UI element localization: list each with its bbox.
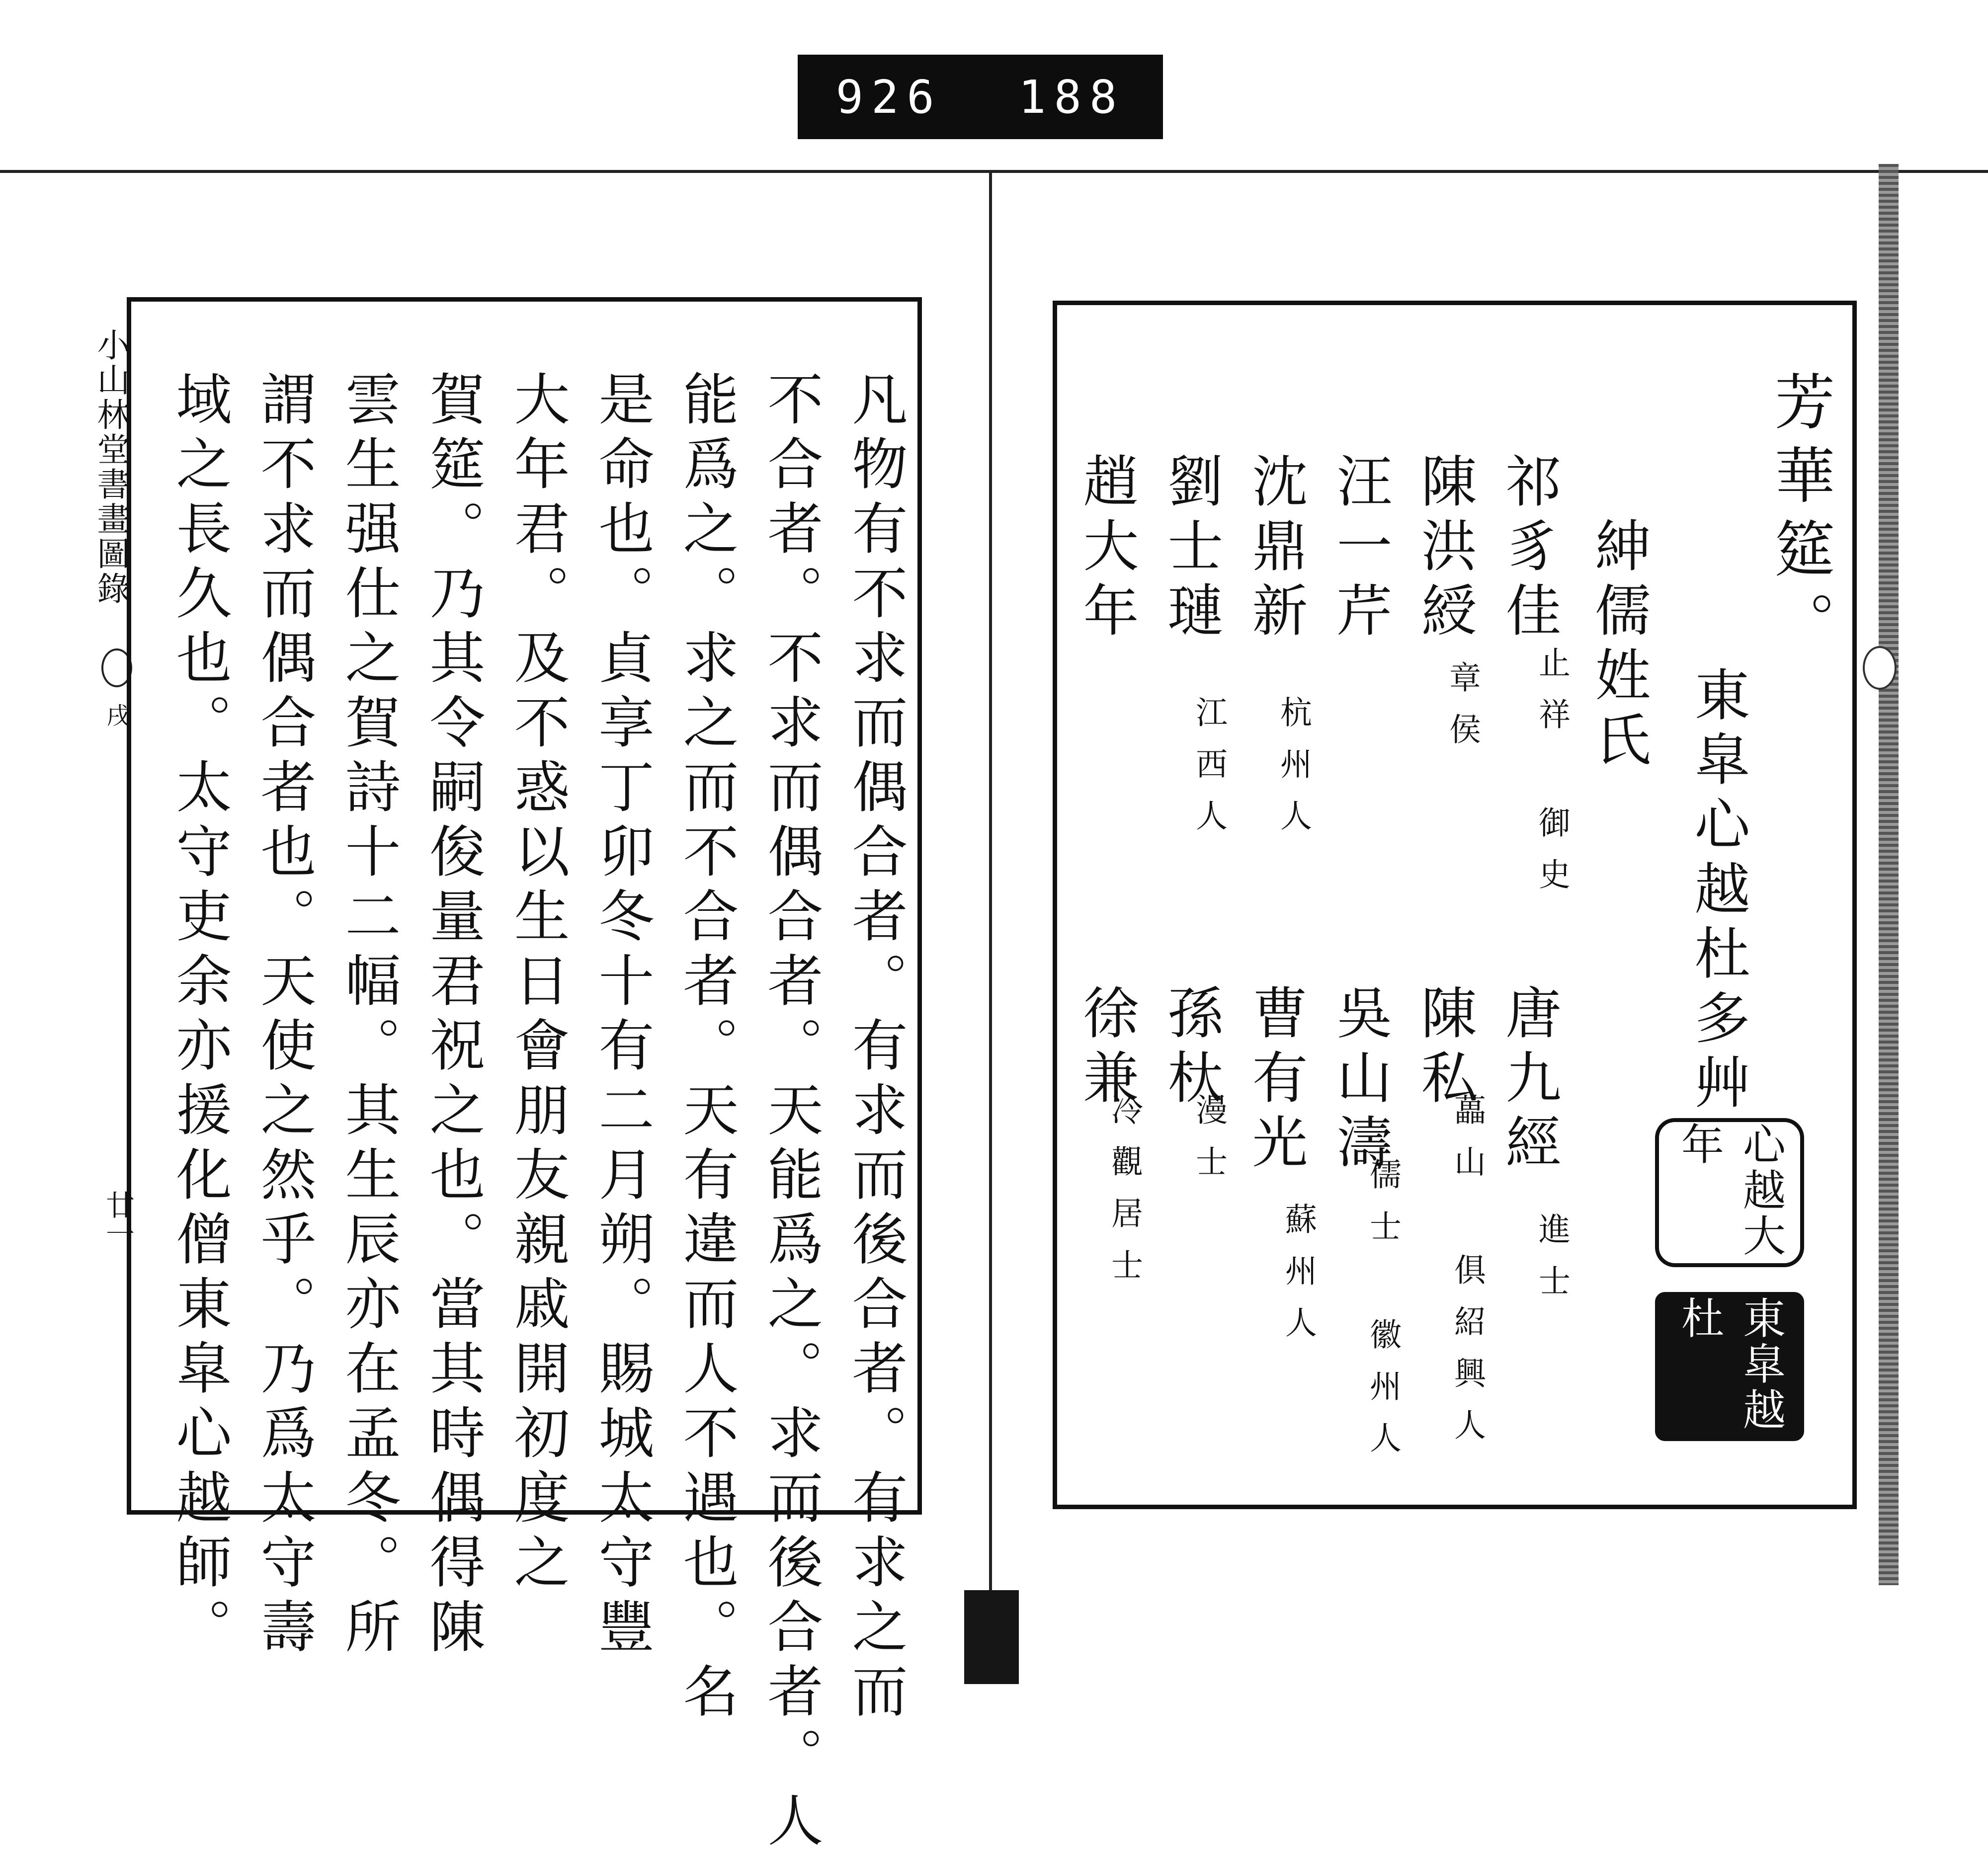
text-column-4: 是命也。貞享丁卯冬十有二月朔。賜城太守豐 [589,370,654,1662]
name-9-note: 儒士 徽州人 [1364,1158,1401,1473]
binding-hole-icon [1863,646,1897,690]
book-top-edge [0,170,1988,173]
book-spine [989,170,992,1596]
name-5: 劉士璉 [1159,452,1223,646]
name-1: 祁豸佳 [1496,452,1561,646]
name-10: 曹有光 [1243,984,1308,1178]
name-5-note: 江西人 [1190,696,1227,851]
name-4: 沈鼎新 [1243,452,1308,646]
text-column-9: 域之長久也。太守吏余亦援化僧東皐心越師。 [167,370,232,1662]
text-column-3: 能爲之。求之而不合者。天有違而人不遇也。名 [674,370,739,1727]
author-line: 東皐心越杜多艸 [1685,666,1750,1118]
name-3: 汪一芹 [1327,452,1392,646]
spine-binding-tab [964,1590,1019,1684]
name-10-note: 蘇州人 [1280,1203,1317,1358]
name-8-note: 藟山 俱紹興人 [1449,1093,1486,1460]
right-binding-edge [1879,164,1899,1585]
name-7-note: 進士 [1533,1212,1570,1316]
folio-number: 廿一 [101,1190,135,1248]
name-2: 陳洪綬 [1412,452,1477,646]
name-12: 徐兼 [1074,984,1139,1113]
catalog-number-plate [798,55,1163,139]
name-8: 陳私 [1412,984,1477,1113]
text-column-2: 不合者。不求而偶合者。天能爲之。求而後合者。人 [758,370,823,1856]
text-column-5: 大年君。及不惑以生日會朋友親戚開初度之 [505,370,570,1598]
text-column-8: 謂不求而偶合者也。天使之然乎。乃爲太守壽 [251,370,316,1662]
margin-book-title: 小山林堂書畫圖錄 [91,328,130,606]
seal-stamp-solid: 東皐越杜 [1655,1292,1804,1441]
name-6: 趙大年 [1074,452,1139,646]
name-11: 孫杕 [1159,984,1223,1113]
plate-number-left: 926 [835,70,942,124]
text-column-6: 賀筵。乃其令嗣俊量君祝之也。當其時偶得陳 [420,370,485,1662]
text-column-7: 雲生强仕之賀詩十二幅。其生辰亦在孟冬。所 [336,370,401,1662]
name-12-note: 冷觀居士 [1106,1093,1143,1300]
seal-stamp-outline: 心越大年 [1655,1118,1804,1267]
page-title: 芳華筵。 [1764,370,1835,664]
name-2-note: 章侯 [1444,661,1481,764]
name-11-note: 漫士 [1190,1093,1227,1197]
margin-section-mark: 戌 [102,703,130,727]
name-1-note: 止祥 御史 [1533,646,1570,909]
name-4-note: 杭州人 [1275,696,1312,851]
name-9: 吳山濤 [1327,984,1392,1178]
plate-number-right: 188 [1018,70,1125,124]
name-7: 唐九經 [1496,984,1561,1178]
subheading: 紳儒姓氏 [1586,517,1651,775]
text-column-1: 凡物有不求而偶合者。有求而後合者。有求之而 [843,370,908,1727]
